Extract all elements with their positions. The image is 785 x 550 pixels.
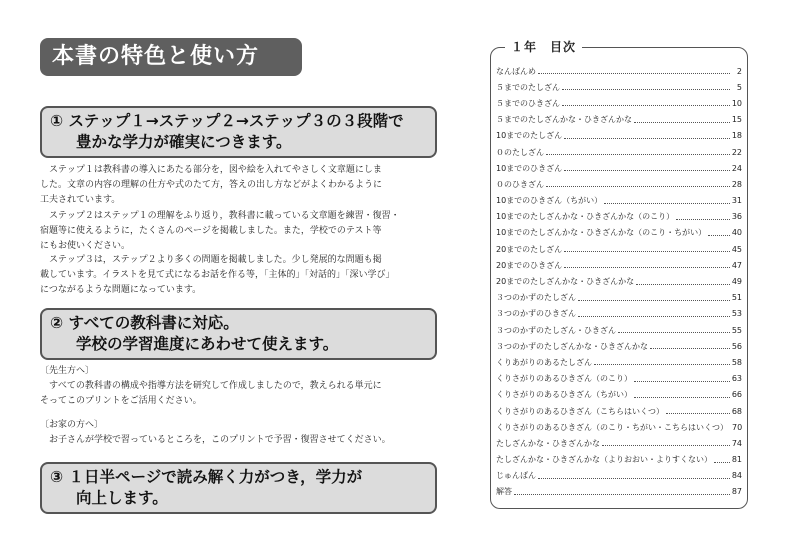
toc-item-page: 47 — [731, 260, 742, 270]
toc-item-page: 63 — [731, 374, 742, 384]
toc-item-page: 2 — [736, 66, 742, 76]
toc-list — [496, 63, 742, 500]
toc-item-page: 18 — [731, 131, 742, 141]
toc-item — [496, 290, 742, 306]
toc-item — [496, 419, 742, 435]
toc-leader-dots — [636, 279, 730, 285]
toc-item-page: 5 — [736, 82, 742, 92]
toc-item — [496, 144, 742, 160]
toc-item — [496, 468, 742, 484]
section-1-heading-line1: ① ステップ１→ステップ２→ステップ３の３段階で — [50, 112, 404, 130]
toc-leader-dots — [578, 295, 730, 301]
toc-item-page: 24 — [731, 163, 742, 173]
toc-item — [496, 209, 742, 225]
toc-item-label: 20までのひきざん — [496, 260, 563, 270]
toc-item-label: くりさがりのあるひきざん（のこり・ちがい・こちらはいくつ） — [496, 422, 728, 432]
toc-leader-dots — [602, 440, 730, 446]
section-2-heading — [40, 308, 437, 360]
toc-item-page: 81 — [731, 455, 742, 465]
toc-leader-dots — [708, 230, 730, 236]
toc-item-page: 22 — [731, 147, 742, 157]
toc-leader-dots — [634, 392, 730, 398]
section-1-heading-line2: 豊かな学力が確実につきます。 — [76, 133, 292, 151]
toc-leader-dots — [546, 149, 730, 155]
toc-item-label: たしざんかな・ひきざんかな — [496, 438, 600, 448]
toc-item — [496, 338, 742, 354]
toc-item — [496, 112, 742, 128]
section-2-heading-line1: ② すべての教科書に対応。 — [50, 314, 239, 332]
toc-item-page: 40 — [731, 228, 742, 238]
toc-item — [496, 128, 742, 144]
toc-item-label: ５までのたしざん — [496, 82, 560, 92]
toc-item — [496, 63, 742, 79]
toc-item — [496, 160, 742, 176]
section-3-heading — [40, 462, 437, 514]
parents-note: 〔お家の方へ〕 お子さんが学校で習っているところを，このプリントで予習・復習させてください。 — [40, 418, 438, 448]
toc-item — [496, 322, 742, 338]
toc-item-label: 10までのたしざん — [496, 131, 563, 141]
toc-item-page: 15 — [731, 115, 742, 125]
toc-item-label: たしざんかな・ひきざんかな（よりおおい・よりすくない） — [496, 455, 712, 465]
toc-item-label: じゅんばん — [496, 471, 536, 481]
toc-leader-dots — [676, 214, 730, 220]
toc-item-label: ３つのかずのたしざんかな・ひきざんかな — [496, 341, 648, 351]
toc-item — [496, 176, 742, 192]
teachers-note: 〔先生方へ〕 すべての教科書の構成や指導方法を研究して作成しましたので，教えられる単元に そってこのプリントをご活用ください。 — [40, 364, 438, 409]
toc-item-label: 解答 — [496, 487, 512, 497]
toc-item — [496, 387, 742, 403]
toc-item — [496, 241, 742, 257]
section-3-heading-line1: ③ １日半ページで読み解く力がつき，学力が — [50, 468, 363, 486]
toc-item-page: 74 — [731, 438, 742, 448]
toc-leader-dots — [564, 165, 730, 171]
toc-item-label: ０のひきざん — [496, 179, 544, 189]
toc-leader-dots — [594, 359, 730, 365]
toc-item — [496, 257, 742, 273]
toc-item — [496, 435, 742, 451]
toc-item-page: 51 — [731, 293, 742, 303]
toc-item-page: 87 — [731, 487, 742, 497]
toc-item-page: 28 — [731, 179, 742, 189]
toc-item-page: 53 — [731, 309, 742, 319]
toc-item-label: 10までのたしざんかな・ひきざんかな（のこり・ちがい） — [496, 228, 707, 238]
toc-item-page: 70 — [732, 422, 743, 432]
toc-item-label: ３つのかずのたしざん・ひきざん — [496, 325, 616, 335]
toc-item — [496, 371, 742, 387]
toc-item — [496, 452, 742, 468]
toc-item-label: くりさがりのあるひきざん（のこり） — [496, 374, 632, 384]
section-2-heading-line2: 学校の学習進度にあわせて使えます。 — [76, 335, 339, 353]
toc-item-label: ５までのたしざんかな・ひきざんかな — [496, 115, 632, 125]
section-1-paragraph-2: ステップ２はステップ１の理解をふり返り，教科書に載っている文章題を練習・復習・ 宿題等に使えるように，たくさんのページを掲載しました。また，学校でのテスト等 にもお使いください。 — [40, 211, 400, 251]
toc-item-label: くりさがりのあるひきざん（ちがい） — [496, 390, 632, 400]
section-1-paragraph-1: ステップ１は教科書の導入にあたる部分を，図や絵を入れてやさしく文章題にしま した。文章の内容の理解の仕方や式のたて方，答えの出し方などがよくわかるように 工夫されています。 — [40, 165, 383, 205]
toc-item — [496, 193, 742, 209]
toc-item-page: 36 — [731, 212, 742, 222]
toc-leader-dots — [562, 100, 730, 106]
toc-item-label: 10までのたしざんかな・ひきざんかな（のこり） — [496, 212, 675, 222]
toc-item-label: 10までのひきざん（ちがい） — [496, 196, 603, 206]
toc-item-label: 10までのひきざん — [496, 163, 563, 173]
toc-item-page: 68 — [731, 406, 742, 416]
toc-leader-dots — [578, 311, 730, 317]
toc-item-label: ０のたしざん — [496, 147, 544, 157]
toc-item-label: くりさがりのあるひきざん（こちらはいくつ） — [496, 406, 664, 416]
toc-item-label: なんばんめ — [496, 66, 536, 76]
toc-item-label: くりあがりのあるたしざん — [496, 357, 592, 367]
toc-leader-dots — [666, 408, 730, 414]
toc-item-page: 66 — [731, 390, 742, 400]
toc-item-label: ３つのかずのひきざん — [496, 309, 576, 319]
toc-item — [496, 484, 742, 500]
toc-leader-dots — [546, 181, 730, 187]
toc-item-page: 10 — [731, 98, 742, 108]
toc-leader-dots — [634, 117, 730, 123]
toc-item — [496, 225, 742, 241]
toc-leader-dots — [538, 473, 730, 479]
parents-label: 〔お家の方へ〕 — [40, 420, 104, 430]
toc-title: １年 目次 — [505, 38, 582, 55]
toc-leader-dots — [564, 133, 730, 139]
toc-leader-dots — [634, 376, 730, 382]
toc-leader-dots — [714, 457, 730, 463]
toc-item-page: 49 — [731, 277, 742, 287]
toc-item-label: 20までのたしざん — [496, 244, 563, 254]
toc-leader-dots — [562, 84, 730, 90]
toc-item-page: 58 — [731, 357, 742, 367]
toc-item — [496, 95, 742, 111]
page-title: 本書の特色と使い方 — [40, 38, 302, 76]
section-3-heading-line2: 向上します。 — [76, 489, 168, 507]
toc-leader-dots — [618, 327, 730, 333]
toc-leader-dots — [564, 262, 730, 268]
teachers-label: 〔先生方へ〕 — [40, 366, 95, 376]
toc-leader-dots — [514, 489, 730, 495]
toc-item — [496, 403, 742, 419]
toc-item — [496, 273, 742, 289]
toc-leader-dots — [650, 343, 730, 349]
toc-item-label: ３つのかずのたしざん — [496, 293, 576, 303]
toc-leader-dots — [564, 246, 730, 252]
toc-item-page: 45 — [731, 244, 742, 254]
section-1-paragraph-3: ステップ３は，ステップ２より多くの問題を掲載しました。少し発展的な問題も掲 載しています。イラストを見て式になるお話を作る等，「主体的」「対話的」「深い学び」 につながるような問題になっています。 — [40, 255, 395, 295]
toc-item — [496, 79, 742, 95]
toc-item-page: 56 — [731, 341, 742, 351]
toc-item-label: ５までのひきざん — [496, 98, 560, 108]
toc-item-label: 20までのたしざんかな・ひきざんかな — [496, 277, 635, 287]
toc-item — [496, 354, 742, 370]
toc-item-page: 84 — [731, 471, 742, 481]
toc-item-page: 55 — [731, 325, 742, 335]
toc-leader-dots — [538, 68, 730, 74]
toc-leader-dots — [604, 198, 730, 204]
toc-item-page: 31 — [731, 196, 742, 206]
section-1-heading — [40, 106, 437, 158]
toc-item — [496, 306, 742, 322]
